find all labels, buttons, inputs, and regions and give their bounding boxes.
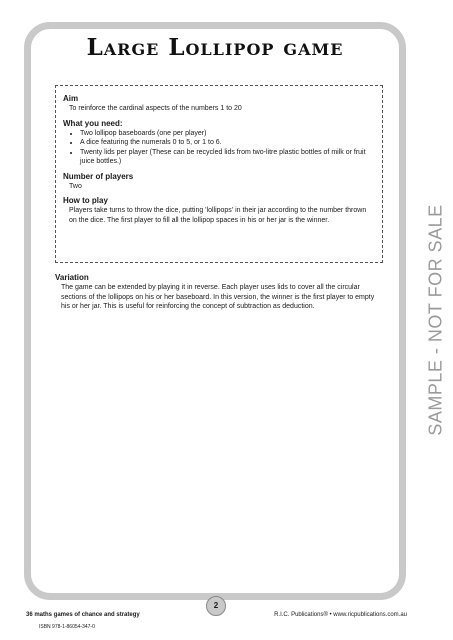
instructions-box (55, 85, 383, 263)
needs-item: • Twenty lids per player (These can be recycled lids from two-litre plastic bottles of milk or fruit juice bottles.) (80, 148, 375, 167)
howto-heading: How to play (63, 196, 108, 205)
needs-item: • A dice featuring the numerals 0 to 5, or 1 to 6. (80, 138, 375, 148)
book-title: 36 maths games of chance and strategy (26, 612, 140, 618)
players-text: Two (69, 182, 82, 190)
variation-heading: Variation (55, 273, 89, 282)
isbn: ISBN 978-1-86054-347-0 (39, 624, 95, 630)
publisher-info: R.I.C. Publications® • www.ricpublications.com.au (274, 612, 407, 618)
sample-watermark: SAMPLE - NOT FOR SALE (425, 204, 446, 436)
page-number: 2 (206, 596, 226, 616)
aim-heading: Aim (63, 94, 79, 103)
variation-text: The game can be extended by playing it in reverse. Each player uses lids to cover all the circular sections of the lollipops on his or her baseboard. In this version, the winner is the first player to empty his or her jar. This is useful for reinforcing the concept of subtraction as deduction. (61, 284, 375, 310)
aim-text: To reinforce the cardinal aspects of the numbers 1 to 20 (69, 105, 242, 112)
players-heading: Number of players (63, 171, 134, 181)
needs-heading: What you need: (63, 118, 123, 128)
howto-text: Players take turns to throw the dice, putting 'lollipops' in their jar according to the number thrown on the dice. The first player to fill all the lollipop spaces in his or her jar is the winner. (69, 207, 367, 224)
page-title: Large Lollipop game (86, 34, 344, 61)
needs-list (63, 129, 375, 167)
needs-item: • Two lollipop baseboards (one per player) (80, 129, 375, 139)
variation-section (55, 273, 383, 312)
